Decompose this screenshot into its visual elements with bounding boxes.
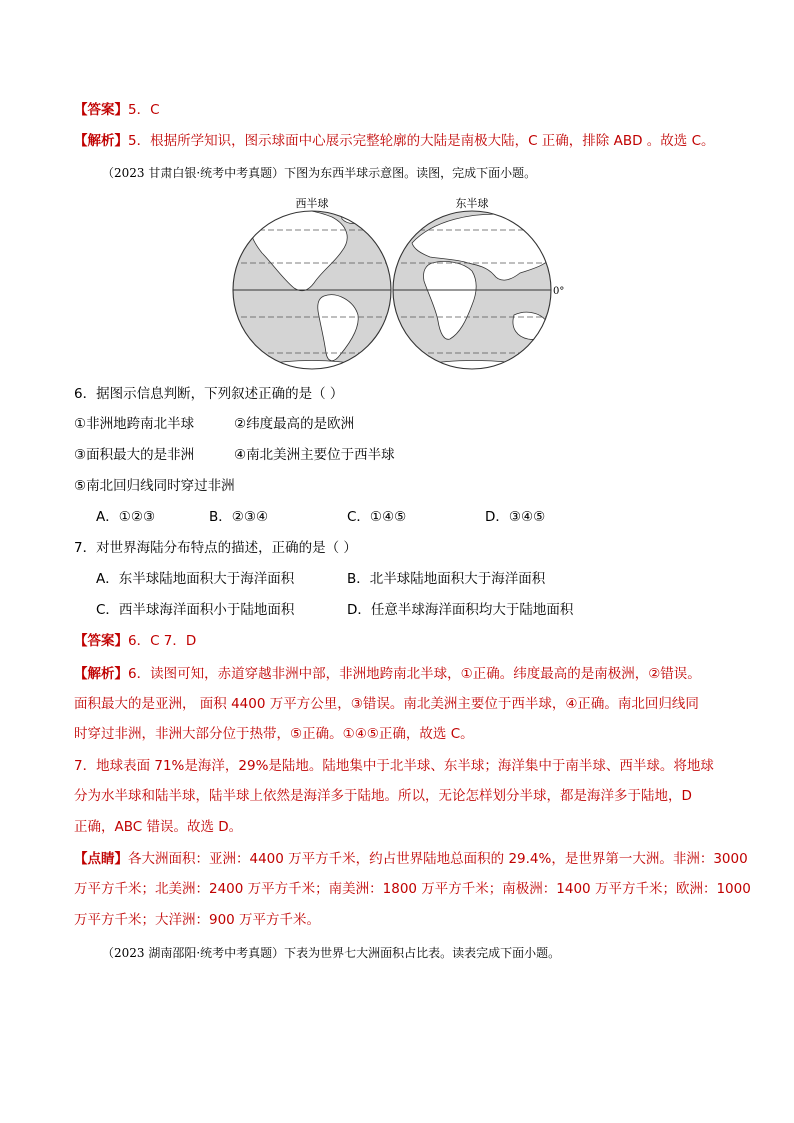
q6-option-d: D．③④⑤: [485, 509, 546, 525]
q6-statement-5: ⑤南北回归线同时穿过非洲: [74, 478, 235, 494]
answer-text: 6．C 7．D: [128, 633, 197, 649]
analysis-6-line-3: 时穿过非洲，非洲大部分位于热带，⑤正确。①④⑤正确，故选 C。: [74, 726, 474, 742]
q6-statement-3: ③面积最大的是非洲: [74, 447, 195, 463]
antarctica-west: [262, 361, 362, 374]
answer-tag: 【答案】: [74, 102, 128, 118]
question-intro-2: （2023 湖南邵阳·统考中考真题）下表为世界七大洲面积占比表。读表完成下面小题。: [102, 946, 561, 960]
q6-statement-2: ②纬度最高的是欧洲: [234, 416, 355, 432]
q6-option-b: B．②③④: [209, 509, 269, 525]
dianjing-text: 各大洲面积：亚洲：4400 万平方千米，约占世界陆地总面积的 29.4%，是世界第一大洲。非洲：3000: [128, 851, 748, 867]
analysis-6-line-2: 面积最大的是亚洲， 面积 4400 万平方公里，③错误。南北美洲主要位于西半球，④正确。南北回归线同: [74, 696, 699, 712]
west-hemisphere-label: 西半球: [295, 197, 329, 210]
q6-option-a: A．①②③: [96, 509, 156, 525]
analysis-text: 6．读图可知，赤道穿越非洲中部，非洲地跨南北半球，①正确。纬度最高的是南极洲，②错误。: [128, 666, 701, 682]
antarctica-east: [422, 361, 532, 374]
question-intro-1: （2023 甘肃白银·统考中考真题）下图为东西半球示意图。读图，完成下面小题。: [102, 166, 537, 180]
hemisphere-map-svg: [232, 193, 572, 373]
analysis-tag: 【解析】: [74, 133, 128, 149]
q7-option-b: B．北半球陆地面积大于海洋面积: [347, 571, 546, 587]
q6-stem: 6．据图示信息判断，下列叙述正确的是（ ）: [74, 386, 344, 402]
answer-text: 5．C: [128, 102, 160, 118]
answer-6-7: [74, 632, 196, 650]
q7-option-d: D．任意半球海洋面积均大于陆地面积: [347, 602, 574, 618]
q6-option-c: C．①④⑤: [347, 509, 407, 525]
analysis-text: 5．根据所学知识，图示球面中心展示完整轮廓的大陆是南极大陆，C 正确，排除 ABD 。故选 C。: [128, 133, 715, 149]
dianjing-line-2: 万平方千米；北美洲：2400 万平方千米；南美洲：1800 万平方千米；南极洲：1400 万平方千米；欧洲：1000: [74, 881, 751, 897]
analysis-7-line-3: 正确，ABC 错误。故选 D。: [74, 819, 243, 835]
dianjing-line-1: [74, 850, 748, 868]
analysis-5: [74, 132, 715, 150]
q7-stem: 7．对世界海陆分布特点的描述，正确的是（ ）: [74, 540, 357, 556]
dianjing-tag: 【点睛】: [74, 851, 128, 867]
west-hemisphere: [232, 206, 392, 373]
east-hemisphere: [392, 211, 552, 373]
analysis-7-line-2: 分为水半球和陆半球，陆半球上依然是海洋多于陆地。所以，无论怎样划分半球，都是海洋多于陆地，D: [74, 788, 692, 804]
east-hemisphere-label: 东半球: [455, 197, 489, 210]
q7-option-c: C．西半球海洋面积小于陆地面积: [96, 602, 295, 618]
equator-label: 0°: [553, 286, 565, 297]
answer-tag: 【答案】: [74, 633, 128, 649]
q6-statement-1: ①非洲地跨南北半球: [74, 416, 195, 432]
answer-5: [74, 101, 160, 119]
hemisphere-map: [232, 193, 572, 373]
dianjing-line-3: 万平方千米；大洋洲：900 万平方千米。: [74, 912, 321, 928]
q6-statement-4: ④南北美洲主要位于西半球: [234, 447, 395, 463]
q7-option-a: A．东半球陆地面积大于海洋面积: [96, 571, 295, 587]
analysis-6-line-1: [74, 665, 701, 683]
analysis-tag: 【解析】: [74, 666, 128, 682]
analysis-7-line-1: 7．地球表面 71%是海洋，29%是陆地。陆地集中于北半球、东半球；海洋集中于南半球、西半球。将地球: [74, 758, 714, 774]
